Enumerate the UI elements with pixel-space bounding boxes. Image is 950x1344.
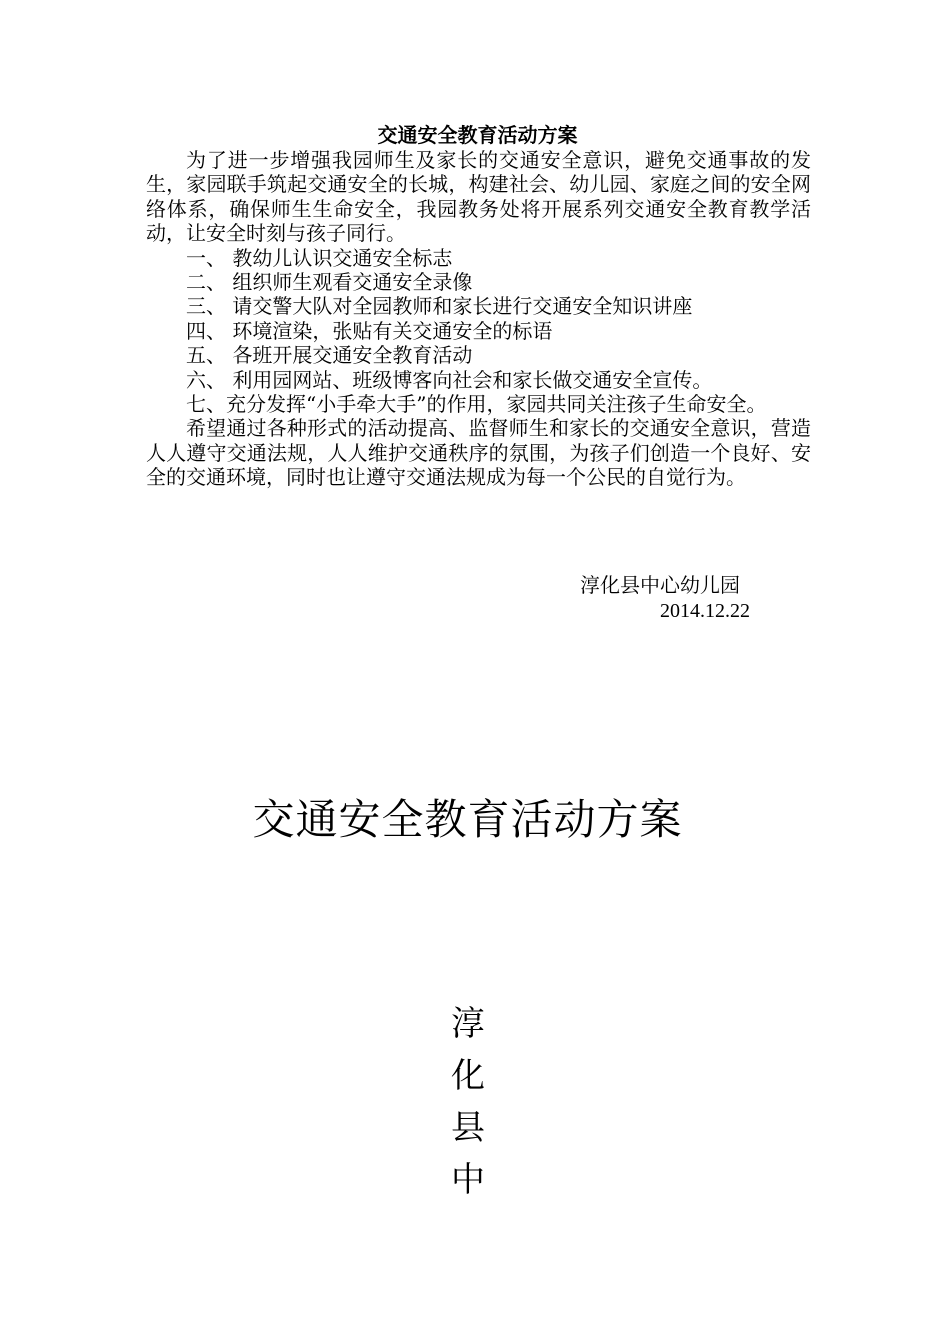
list-item: 七、充分发挥“小手牵大手”的作用，家园共同关注孩子生命安全。 <box>186 392 767 417</box>
list-item: 二、 组织师生观看交通安全录像 <box>186 270 473 295</box>
list-item: 五、 各班开展交通安全教育活动 <box>186 343 473 368</box>
signature-date: 2014.12.22 <box>660 600 750 622</box>
signature-organization: 淳化县中心幼儿园 <box>580 573 740 597</box>
closing-paragraph: 希望通过各种形式的活动提高、监督师生和家长的交通安全意识，营造人人遵守交通法规，人人维护交通秩序的氛围，为孩子们创造一个良好、安全的交通环境，同时也让遵守交通法规成为每一个公民的自觉行为。 <box>146 416 811 490</box>
document-title: 交通安全教育活动方案 <box>377 123 578 147</box>
vertical-char: 淳 <box>451 1004 485 1044</box>
cover-vertical-organization <box>438 998 498 1206</box>
vertical-char: 中 <box>451 1160 485 1200</box>
list-item: 四、 环境渲染，张贴有关交通安全的标语 <box>186 318 553 343</box>
vertical-char: 县 <box>451 1108 485 1148</box>
document-body <box>146 148 811 490</box>
list-item: 一、 教幼儿认识交通安全标志 <box>186 245 453 270</box>
list-item: 三、 请交警大队对全园教师和家长进行交通安全知识讲座 <box>186 294 693 319</box>
list-item: 六、 利用园网站、班级博客向社会和家长做交通安全宣传。 <box>186 367 713 392</box>
vertical-char: 化 <box>451 1056 485 1096</box>
cover-title: 交通安全教育活动方案 <box>252 795 683 844</box>
intro-paragraph: 为了进一步增强我园师生及家长的交通安全意识，避免交通事故的发生，家园联手筑起交通安全的长城，构建社会、幼儿园、家庭之间的安全网络体系，确保师生生命安全，我园教务处将开展系列交通安全教育教学活动，让安全时刻与孩子同行。 <box>146 148 811 246</box>
